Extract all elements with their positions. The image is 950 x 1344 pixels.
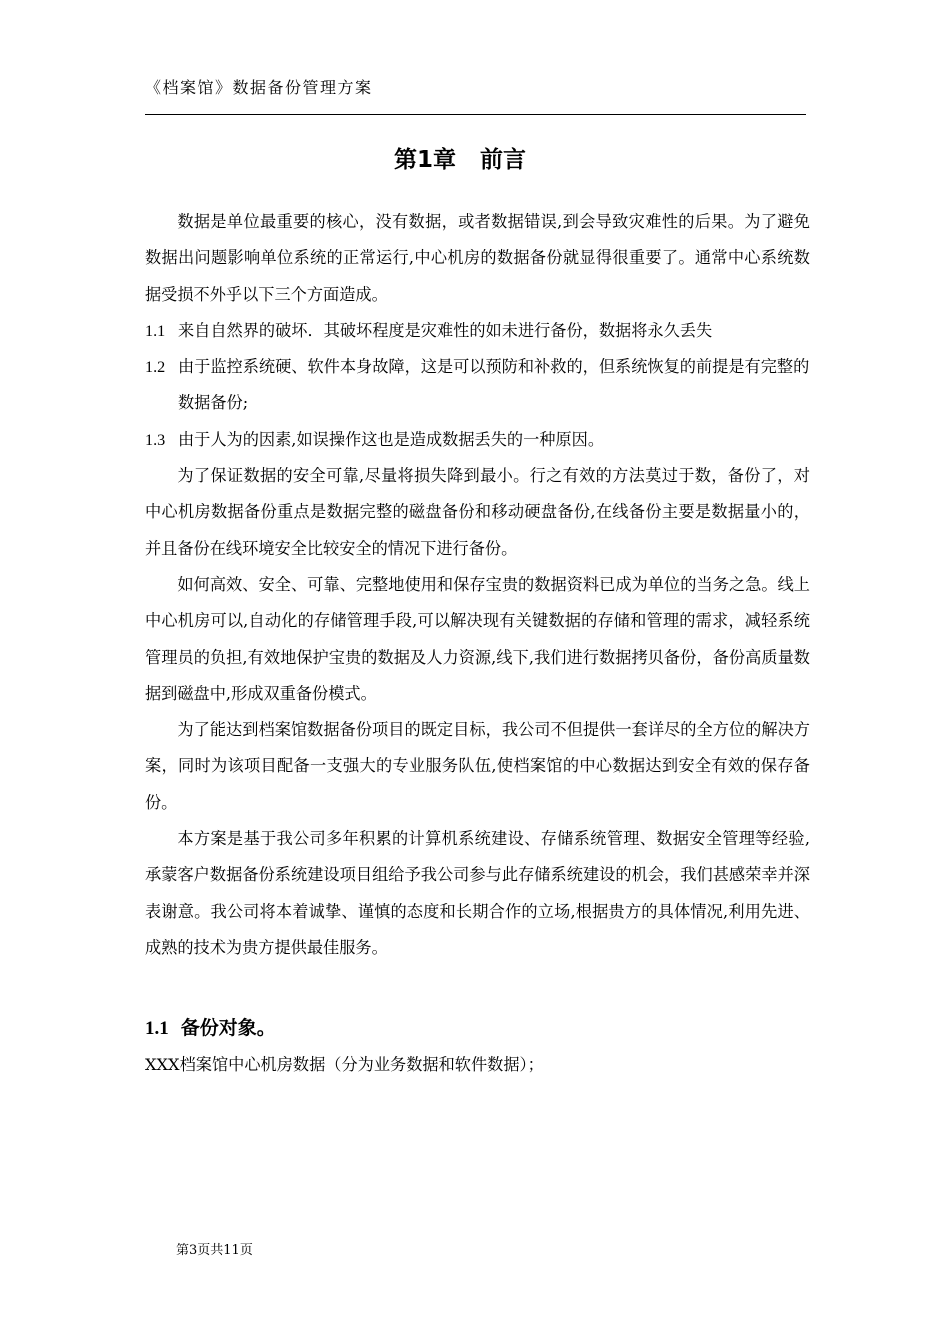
page-footer: 第3页共11页 [176,1243,253,1258]
list-item-text: 由于监控系统硬、软件本身故障，这是可以预防和补救的，但系统恢复的前提是有完整的数据备份; [178,357,810,413]
list-item-number: 1.3 [145,430,166,449]
list-item-text: 来自自然界的破坏．其破坏程度是灾难性的如未进行备份，数据将永久丢失 [178,320,713,340]
section-text: XXX档案馆中心机房数据（分为业务数据和软件数据）； [145,1055,544,1074]
list-item [145,422,810,458]
intro-paragraph-3: 如何高效、安全、可靠、完整地使用和保存宝贵的数据资料已成为单位的当务之急。线上中心机房可以,自动化的存储管理手段,可以解决现有关键数据的存储和管理的需求，减轻系统管理员的负担,有效地保护宝贵的数据及人力资源,线下,我们进行数据拷贝备份，备份高质量数据到磁盘中,形成双重备份模式。 [145,574,810,703]
chapter-title: 第1章 前言 [393,147,527,173]
body-text [145,204,810,966]
list-item-number: 1.2 [145,358,166,377]
list-item-text: 由于人为的因素,如误操作这也是造成数据丢失的一种原因。 [178,429,605,449]
section-heading [145,1014,276,1043]
list-item [145,349,810,422]
running-header: 《档案馆》数据备份管理方案 [145,78,373,97]
intro-paragraph-2: 为了保证数据的安全可靠,尽量将损失降到最小。行之有效的方法莫过于数，备份了，对中心机房数据备份重点是数据完整的磁盘备份和移动硬盘备份,在线备份主要是数据量小的，并且备份在线环境安全比较安全的情况下进行备份。 [145,466,810,558]
section-number: 1.1 [145,1018,169,1039]
intro-paragraph-1: 数据是单位最重要的核心，没有数据，或者数据错误,到会导致灾难性的后果。为了避免数据出问题影响单位系统的正常运行,中心机房的数据备份就显得很重要了。通常中心系统数据受损不外乎以下三个方面造成。 [145,212,810,304]
section-title: 备份对象。 [180,1017,276,1039]
list-item-number: 1.1 [145,321,166,340]
header-rule [145,114,806,115]
intro-paragraph-4: 为了能达到档案馆数据备份项目的既定目标，我公司不但提供一套详尽的全方位的解决方案，同时为该项目配备一支强大的专业服务队伍,使档案馆的中心数据达到安全有效的保存备份。 [145,720,810,812]
list-item [145,313,810,349]
intro-paragraph-5: 本方案是基于我公司多年积累的计算机系统建设、存储系统管理、数据安全管理等经验,承蒙客户数据备份系统建设项目组给予我公司参与此存储系统建设的机会，我们甚感荣幸并深表谢意。我公司将本着诚挚、谨慎的态度和长期合作的立场,根据贵方的具体情况,利用先进、成熟的技术为贵方提供最佳服务。 [145,829,810,957]
